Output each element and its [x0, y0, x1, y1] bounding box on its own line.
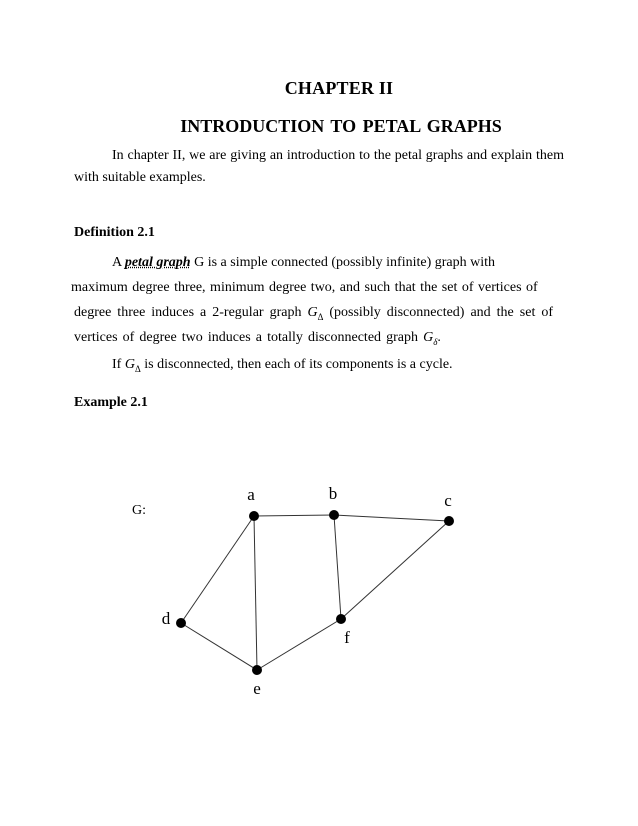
- definition-line-4: vertices of degree two induces a totally disconnected graph $G_\delta$.: [74, 330, 441, 347]
- chapter-number: CHAPTER II: [284, 78, 394, 98]
- chapter-title: INTRODUCTION TO PETAL GRAPHS: [180, 116, 502, 136]
- term-petal-graph: petal graph: [124, 255, 191, 270]
- edge-a-b: [254, 515, 334, 516]
- vertex-label-c: c: [444, 491, 452, 510]
- edge-f-c: [341, 521, 449, 619]
- vertex-c: [444, 516, 454, 526]
- intro-text: In chapter II, we are giving an introduction to the petal graphs and explain them with suitable examples.: [74, 148, 564, 185]
- definition-line-2: maximum degree three, minimum degree two, and such that the set of vertices of: [71, 280, 538, 295]
- edge-e-f: [257, 619, 341, 670]
- vertex-d: [176, 618, 186, 628]
- vertex-e: [252, 665, 262, 675]
- example-heading: Example 2.1: [74, 395, 148, 410]
- vertex-label-a: a: [247, 485, 255, 504]
- vertex-f: [336, 614, 346, 624]
- edge-a-e: [254, 516, 257, 670]
- edge-b-c: [334, 515, 449, 521]
- graph-edges: [181, 515, 449, 670]
- graph-label: G:: [132, 503, 146, 518]
- definition-heading: Definition 2.1: [74, 225, 155, 240]
- edge-d-e: [181, 623, 257, 670]
- graph-vertex-labels: [162, 484, 452, 698]
- edge-a-d: [181, 516, 254, 623]
- graph-vertices: [176, 510, 454, 675]
- vertex-b: [329, 510, 339, 520]
- vertex-label-b: b: [328, 484, 338, 503]
- definition-line-5: If $G_\Delta$ is disconnected, then each of its components is a cycle.: [112, 357, 453, 374]
- definition-line-1: A petal graph G is a simple connected (possibly infinite) graph with: [112, 255, 496, 270]
- vertex-a: [249, 511, 259, 521]
- vertex-label-e: e: [253, 679, 261, 698]
- vertex-label-d: d: [161, 609, 171, 628]
- definition-line-3: degree three induces a 2-regular graph $G_\Delta$ (possibly disconnected) and the set of: [74, 305, 553, 322]
- vertex-label-f: f: [344, 628, 350, 647]
- edge-b-f: [334, 515, 341, 619]
